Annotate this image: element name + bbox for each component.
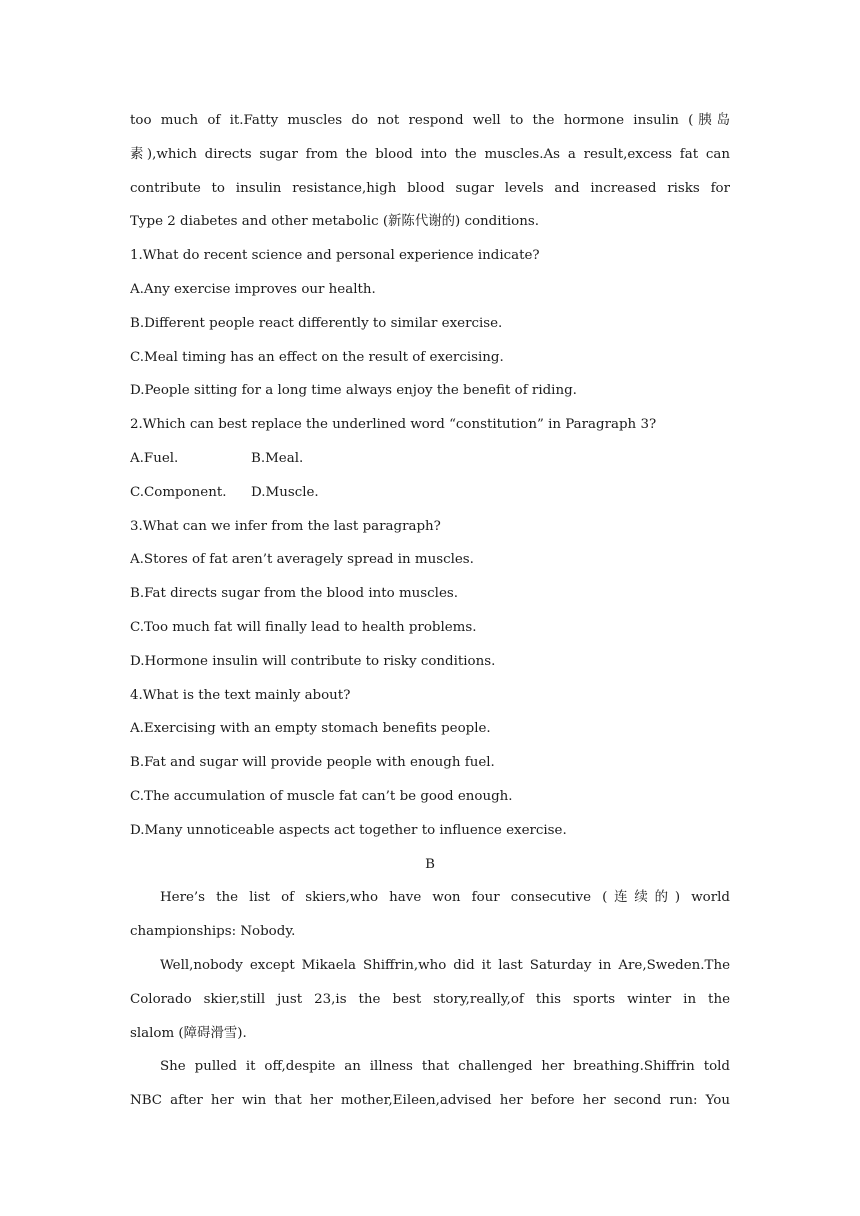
passage-b-paragraph-2 [130,949,730,1050]
option-row [130,476,730,510]
text-line: too much of it.Fatty muscles do not respond well to the hormone insulin (胰岛 [130,113,730,128]
passage-a-paragraph [130,104,730,239]
text-line: NBC after her win that her mother,Eileen,advised her before her second run: You [130,1093,730,1109]
text-line: slalom (障碍滑雪). [130,1025,247,1041]
question-stem: 3.What can we infer from the last paragraph? [130,518,441,534]
option-b: B.Meal. [251,450,304,466]
option-row [130,442,730,476]
text-line: championships: Nobody. [130,924,296,940]
text-line: Type 2 diabetes and other metabolic (新陈代谢的) conditions. [130,214,539,230]
option-d: D.Many unnoticeable aspects act together to influence exercise. [130,822,567,838]
option-a: A.Any exercise improves our health. [130,281,376,297]
text-line: She pulled it off,despite an illness that challenged her breathing.Shiffrin told [160,1059,730,1075]
question-stem: 2.Which can best replace the underlined word “constitution” in Paragraph 3? [130,417,657,433]
option-c: C.Meal timing has an effect on the result of exercising. [130,349,504,365]
option-d: D.Muscle. [251,484,319,500]
text-line: 素),which directs sugar from the blood into the muscles.As a result,excess fat can [130,146,730,162]
question-stem: 1.What do recent science and personal experience indicate? [130,248,540,264]
option-a: A.Fuel. [130,450,179,466]
question-1 [130,239,730,408]
option-a: A.Stores of fat aren’t averagely spread in muscles. [130,552,474,568]
question-3 [130,510,730,679]
question-stem: 4.What is the text mainly about? [130,687,351,703]
option-a: A.Exercising with an empty stomach benefits people. [130,721,491,737]
option-c: C.Too much fat will finally lead to health problems. [130,619,477,635]
option-b: B.Different people react differently to similar exercise. [130,315,503,331]
option-c: C.Component. [130,484,227,500]
option-b: B.Fat and sugar will provide people with enough fuel. [130,755,495,771]
option-c: C.The accumulation of muscle fat can’t be good enough. [130,788,513,804]
section-heading: B [425,856,435,872]
option-d: D.Hormone insulin will contribute to risky conditions. [130,653,496,669]
text-line: Well,nobody except Mikaela Shiffrin,who did it last Saturday in Are,Sweden.The [160,957,730,973]
text-line: contribute to insulin resistance,high blood sugar levels and increased risks for [130,180,730,196]
passage-b-paragraph-3 [130,1050,730,1118]
question-2 [130,408,730,509]
passage-b-paragraph-1 [130,881,730,949]
option-b: B.Fat directs sugar from the blood into muscles. [130,586,458,602]
text-line: Here’s the list of skiers,who have won four consecutive (连续的) world [160,890,730,906]
text-line: Colorado skier,still just 23,is the best story,really,of this sports winter in the [130,991,730,1007]
question-4 [130,679,730,848]
document-body [130,104,730,1118]
option-d: D.People sitting for a long time always enjoy the benefit of riding. [130,383,577,399]
